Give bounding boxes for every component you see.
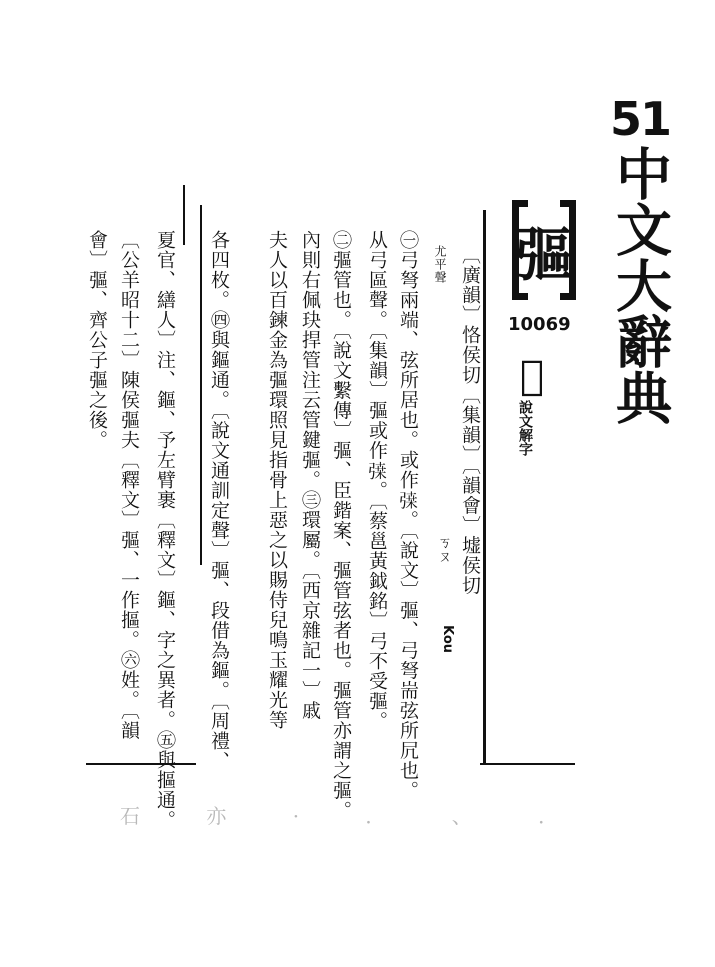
seal-script-glyph: 𢏃 [520,352,545,399]
entry-number: 10069 [508,314,571,335]
bopomofo-reading: ㄎㄡ [436,535,452,563]
text-column-2: 尤平聲 [433,245,447,284]
text-column-9: 夏官、繕人〕注、鏂、予左臂裹〔釋文〕鏂、字之異者。㊄與摳通。 [154,230,176,830]
text-column-7: 夫人以百鍊金為彄環照見指骨上惡之以賜侍兒鳴玉耀光等 [266,230,288,730]
bottom-rule-right [480,763,575,765]
text-column-6: 內則右佩玦捍管注云管鍵彄。㊂環屬。〔西京雜記一〕戚 [299,230,321,721]
head-char-text: 彄 [514,221,573,289]
romanization: Kou [440,625,455,654]
text-column-8: 各四枚。㊃與鏂通。〔說文通訓定聲〕彄、段借為鏂。〔周禮、 [208,230,230,771]
text-column-11: 會〕彄、齊公子彄之後。 [86,230,108,450]
seal-source-note: 說文解字 [517,400,533,456]
text-divider-rule [200,205,202,565]
column-left-rule [183,185,185,245]
text-column-3: ㊀弓弩兩端、弦所居也。或作𢐇。〔說文〕彄、弓弩耑弦所凥也。 [397,230,419,801]
text-column-1: 〔廣韻〕恪侯切〔集韻〕〔韻會〕墟侯切 [459,245,481,596]
text-column-5: ㊁彄管也。〔說文繫傳〕彄、臣鍇案、彄管弦者也。彄管亦謂之彄。 [330,230,352,821]
dictionary-title: 中文大辭典 [607,145,673,425]
scan-noise-row: 石 亦 · ． 、 ． [120,804,589,828]
page-number: 51 [610,92,671,146]
entry-head-character [512,200,576,300]
text-column-4: 从弓區聲。〔集韻〕彄或作𢐇。〔蔡邕黃鉞銘〕弓不受彄。 [366,230,388,731]
text-column-10: 〔公羊昭十二〕陳侯彄夫〔釋文〕彄、一作摳。㊅姓。〔韻 [118,230,140,741]
